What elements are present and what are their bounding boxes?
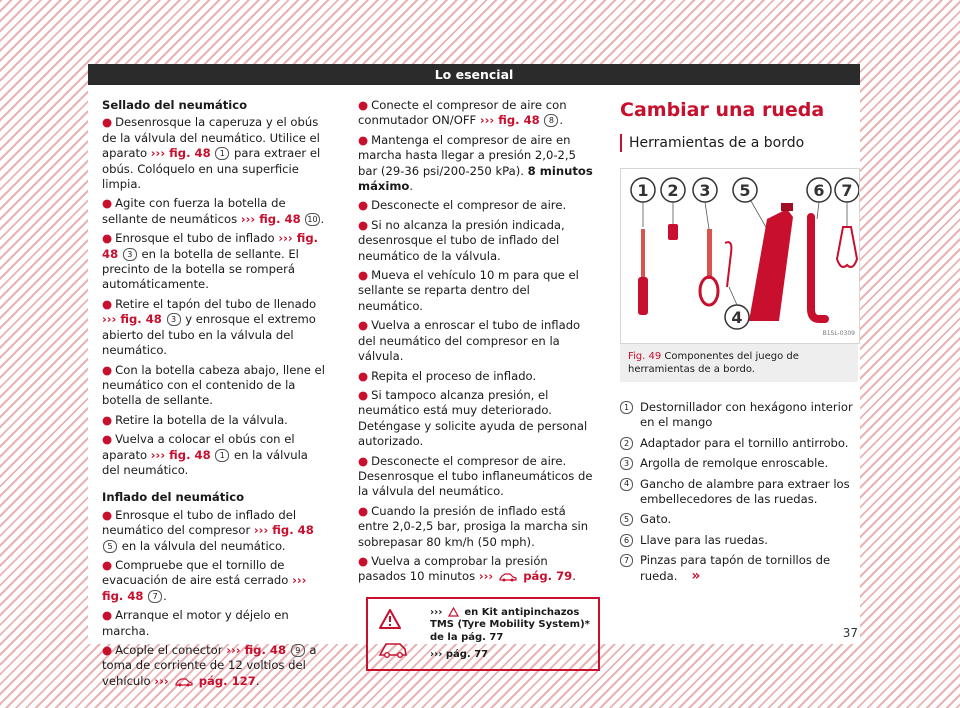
car-icon xyxy=(499,572,517,582)
list-item: ● Acople el conector ››› fig. 48 9 a toma de corriente de 12 voltios del vehículo ››› pág. 127. xyxy=(102,643,317,688)
warning-reference-text[interactable]: ››› en Kit antipinchazos TMS (Tyre Mobility System)* de la pág. 77 xyxy=(430,606,590,643)
inflating-steps-list xyxy=(102,508,328,689)
bullet-icon: ● xyxy=(358,387,369,402)
inflating-steps-continued-list xyxy=(358,98,598,585)
callout-number: 8 xyxy=(544,114,558,127)
manual-page xyxy=(88,64,860,688)
list-item: ● Enrosque el tubo de inflado ››› fig. 48 3 en la botella de sellante. El precinto de la botella se romperá automáticamente. xyxy=(102,231,319,292)
figure-reference-link[interactable]: ››› fig. 48 xyxy=(253,523,314,538)
column-inflating-continued xyxy=(358,98,598,671)
list-item: ● Desconecte el compresor de aire. xyxy=(358,198,567,213)
list-item: ● Con la botella cabeza abajo, llene el neumático con el contenido de la botella de sellante. xyxy=(102,362,325,408)
bullet-icon: ● xyxy=(358,198,369,213)
warning-small-icon xyxy=(448,607,459,617)
section-subtitle: Herramientas de a bordo xyxy=(620,134,856,152)
warning-triangle-icon xyxy=(378,608,402,630)
list-item: ● Vuelva a enroscar el tubo de inflado del neumático del compresor en la válvula. xyxy=(358,318,581,364)
figure-reference-link[interactable]: ››› fig. 48 xyxy=(102,573,307,603)
sealing-steps-list xyxy=(102,115,328,478)
page-reference-link[interactable]: ››› pág. 127 xyxy=(154,673,256,688)
list-item: 4 Gancho de alambre para extraer los embellecedores de las ruedas. xyxy=(620,477,856,508)
page-reference-link[interactable]: ››› pág. 79 xyxy=(478,569,573,584)
figure-reference-link[interactable]: ››› fig. 48 xyxy=(240,211,301,226)
list-item: 2 Adaptador para el tornillo antirrobo. xyxy=(620,436,856,451)
callout-number: 5 xyxy=(103,540,117,553)
bullet-icon: ● xyxy=(102,412,113,427)
bullet-icon: ● xyxy=(358,98,369,112)
list-item: ● Retire el tapón del tubo de llenado ››› fig. 48 3 y enrosque el extremo abierto del tubo en la válvula del neumático. xyxy=(102,296,317,358)
bullet-icon: ● xyxy=(358,132,369,147)
callout-number: 1 xyxy=(215,147,229,160)
item-number: 5 xyxy=(620,513,633,526)
bullet-icon: ● xyxy=(358,217,369,232)
list-item: 6 Llave para las ruedas. xyxy=(620,533,856,548)
list-item: 1 Destornillador con hexágono interior en el mango xyxy=(620,400,856,431)
figure-label: 7 xyxy=(841,181,853,200)
figure-caption: Fig. 49 Componentes del juego de herramientas de a bordo. xyxy=(620,344,858,382)
tools-legend-list xyxy=(620,400,856,584)
list-item: ● Compruebe que el tornillo de evacuación de aire está cerrado ››› fig. 48 7 . xyxy=(102,557,307,603)
page-reference-link[interactable]: ››› pág. 77 xyxy=(430,648,489,660)
figure-label: 1 xyxy=(637,181,649,200)
figure-reference-link[interactable]: ››› fig. 48 xyxy=(479,113,540,128)
item-number: 2 xyxy=(620,437,633,450)
bullet-icon: ● xyxy=(358,268,369,283)
bullet-icon: ● xyxy=(102,115,113,130)
list-item: 3 Argolla de remolque enroscable. xyxy=(620,456,856,471)
column-change-wheel xyxy=(620,98,856,589)
item-number: 7 xyxy=(620,554,633,567)
chapter-title: Cambiar una rueda xyxy=(620,99,825,121)
figure-label: 3 xyxy=(699,181,711,200)
bullet-icon: ● xyxy=(358,553,369,568)
bullet-icon: ● xyxy=(102,557,113,572)
list-item: ● Arranque el motor y déjelo en marcha. xyxy=(102,608,289,638)
section-title-sealing: Sellado del neumático xyxy=(102,98,248,112)
figure-reference-link[interactable]: ››› fig. 48 xyxy=(102,231,319,261)
list-item: ● Desconecte el compresor de aire. Desenrosque el tubo inflaneumáticos de la válvula del neumático. xyxy=(358,453,593,499)
callout-number: 3 xyxy=(167,313,181,326)
bullet-icon: ● xyxy=(102,196,113,211)
figure-reference-link[interactable]: ››› fig. 48 xyxy=(226,643,287,657)
section-title-inflating: Inflado del neumático xyxy=(102,490,245,505)
list-item: ● Si no alcanza la presión indicada, desenrosque el tubo de inflado del neumático de la válvula. xyxy=(358,217,565,263)
item-number: 6 xyxy=(620,534,633,547)
figure-reference-link[interactable]: ››› fig. 48 xyxy=(150,146,211,161)
page-number: 37 xyxy=(842,626,858,640)
figure-code: B1SL-0309 xyxy=(822,329,855,337)
bullet-icon: ● xyxy=(358,368,369,383)
bullet-icon: ● xyxy=(102,231,113,246)
callout-number: 1 xyxy=(215,449,229,462)
bullet-icon: ● xyxy=(102,296,113,311)
list-item: ● Repita el proceso de inflado. xyxy=(358,368,537,383)
figure-label: 6 xyxy=(813,181,825,200)
bullet-icon: ● xyxy=(102,362,113,377)
item-number: 1 xyxy=(620,401,633,414)
figure-reference-link[interactable]: ››› fig. 48 xyxy=(150,447,211,462)
page-header: Lo esencial xyxy=(88,64,860,85)
list-item: ● Desenrosque la caperuza y el obús de la válvula del neumático. Utilice el aparato ››› fig. 48 1 para extraer el obús. Colóquelo en una superficie limpia. xyxy=(102,115,321,192)
list-item: 5 Gato. xyxy=(620,512,856,527)
list-item: ● Vuelva a comprobar la presión pasados 10 minutos ››› pág. 79. xyxy=(358,553,576,584)
continued-marker: » xyxy=(691,567,701,584)
callout-number: 9 xyxy=(291,644,305,657)
list-item: ● Conecte el compresor de aire con conmutador ON/OFF ››› fig. 48 8 . xyxy=(358,98,567,128)
list-item: 7 Pinzas para tapón de tornillos de rueda. » xyxy=(620,553,856,584)
bullet-icon: ● xyxy=(358,453,369,468)
list-item: ● Retire la botella de la válvula. xyxy=(102,412,288,427)
callout-number: 3 xyxy=(123,248,137,261)
bullet-icon: ● xyxy=(102,507,113,522)
figure-label: 5 xyxy=(739,181,751,200)
callout-number: 7 xyxy=(148,590,162,603)
car-icon xyxy=(175,677,193,687)
item-number: 3 xyxy=(620,457,633,470)
list-item: ● Cuando la presión de inflado está entre 2,0-2,5 bar, prosiga la marcha sin sobrepasar 80 km/h (50 mph). xyxy=(358,503,589,549)
list-item: ● Enrosque el tubo de inflado del neumático del compresor ››› fig. 48 5 en la válvula del neumático. xyxy=(102,507,314,553)
column-sealing-inflating xyxy=(102,98,328,693)
warning-reference-box xyxy=(366,597,600,671)
bullet-icon: ● xyxy=(102,608,113,623)
item-number: 4 xyxy=(620,478,633,491)
figure-label: 4 xyxy=(731,308,743,327)
list-item: ● Vuelva a colocar el obús con el aparato ››› fig. 48 1 en la válvula del neumático. xyxy=(102,432,308,477)
tools-figure xyxy=(620,168,860,344)
bullet-icon: ● xyxy=(102,643,113,657)
list-item: ● Si tampoco alcanza presión, el neumático está muy deteriorado. Deténgase y solicite ayuda de personal autorizado. xyxy=(358,387,588,449)
list-item: ● Agite con fuerza la botella de sellante de neumáticos ››› fig. 48 10 . xyxy=(102,196,325,226)
tools-illustration xyxy=(621,169,859,343)
figure-reference-link[interactable]: ››› fig. 48 xyxy=(102,312,162,327)
list-item: ● Mueva el vehículo 10 m para que el sellante se reparta dentro del neumático. xyxy=(358,268,579,313)
list-item: ● Mantenga el compresor de aire en marcha hasta llegar a presión 2,0-2,5 bar (29-36 psi/200-250 kPa). 8 minutos máximo. xyxy=(358,132,593,194)
bullet-icon: ● xyxy=(102,432,113,447)
bullet-icon: ● xyxy=(358,318,369,333)
book-reference-icon xyxy=(378,641,408,659)
figure-label: 2 xyxy=(667,181,679,200)
bullet-icon: ● xyxy=(358,503,369,518)
callout-number: 10 xyxy=(307,214,318,224)
